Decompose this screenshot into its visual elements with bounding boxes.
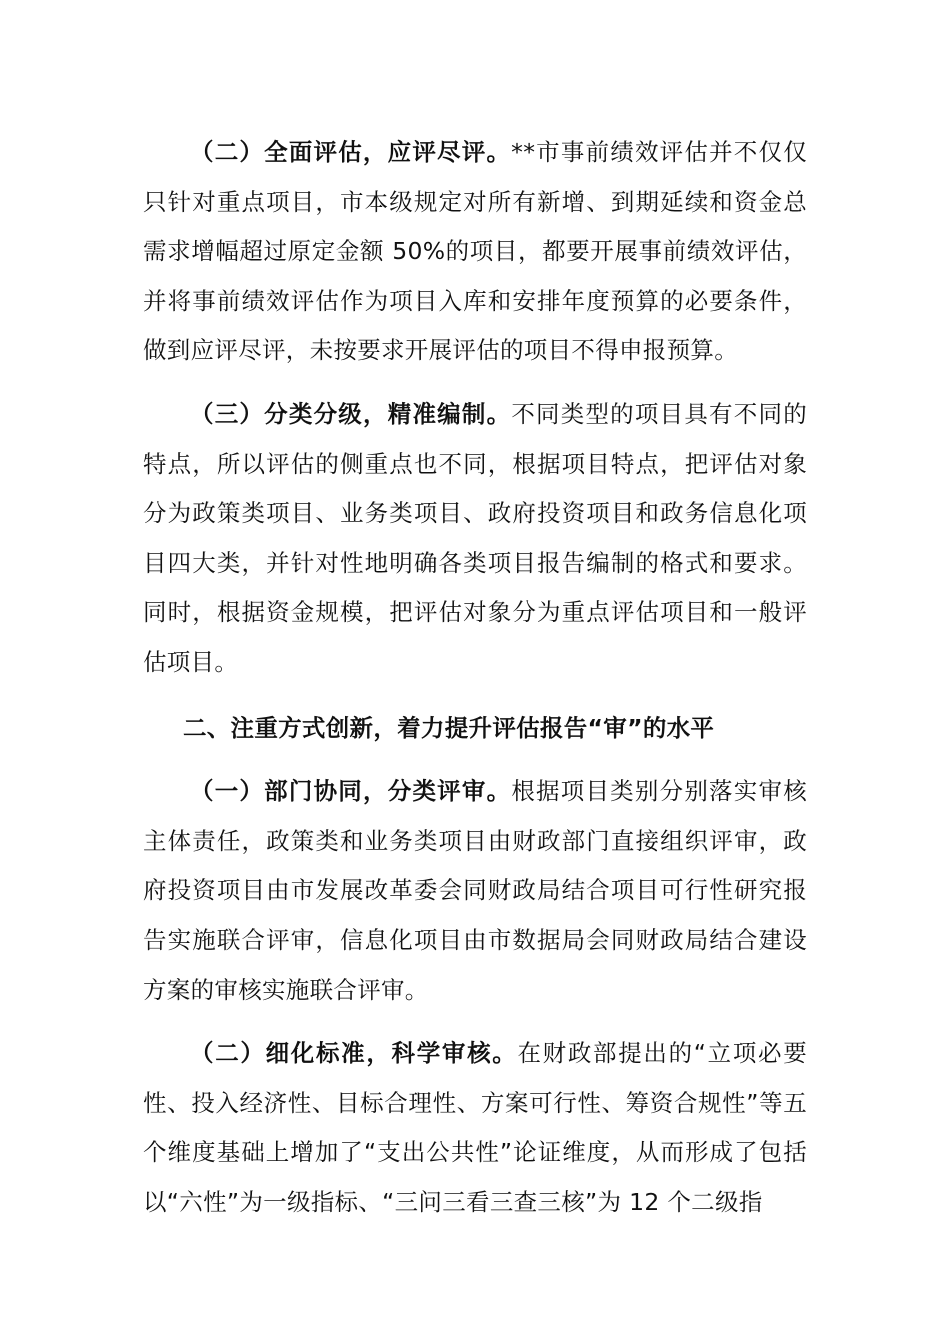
paragraph-lead: （一）部门协同，分类评审。 <box>190 777 512 806</box>
paragraph-classification <box>143 390 807 688</box>
paragraph-lead: （三）分类分级，精准编制。 <box>190 399 512 428</box>
paragraph-lead: （二）全面评估，应评尽评。 <box>190 138 512 166</box>
paragraph-text: 根据项目类别分别落实审核主体责任，政策类和业务类项目由财政部门直接组织评审，政府投资项目由市发展改革委会同财政局结合项目可行性研究报告实施联合评审，信息化项目由市数据局会同财政局结合建设方案的审核实施联合评审。 <box>143 777 807 1004</box>
paragraph-lead: （二）细化标准，科学审核。 <box>190 1039 518 1068</box>
paragraph-comprehensive-evaluation <box>143 128 807 376</box>
paragraph-text: 不同类型的项目具有不同的特点，所以评估的侧重点也不同，根据项目特点，把评估对象分为政策类项目、业务类项目、政府投资项目和政务信息化项目四大类，并针对性地明确各类项目报告编制的格式和要求。同时，根据资金规模，把评估对象分为重点评估项目和一般评估项目。 <box>143 399 807 676</box>
paragraph-department-review <box>143 767 807 1015</box>
paragraph-refined-standards <box>143 1029 807 1227</box>
document-body <box>143 128 807 1227</box>
paragraph-text: **市事前绩效评估并不仅仅只针对重点项目，市本级规定对所有新增、到期延续和资金总需求增幅超过原定金额 50%的项目，都要开展事前绩效评估，并将事前绩效评估作为项目入库和安排年度预算的必要条件，做到应评尽评，未按要求开展评估的项目不得申报预算。 <box>143 138 807 365</box>
paragraph-text: 在财政部提出的“立项必要性、投入经济性、目标合理性、方案可行性、筹资合规性”等五个维度基础上增加了“支出公共性”论证维度，从而形成了包括以“六性”为一级指标、“三问三看三查三核”为 12 个二级指 <box>143 1039 807 1216</box>
section-heading: 二、注重方式创新，着力提升评估报告“审”的水平 <box>182 713 715 742</box>
